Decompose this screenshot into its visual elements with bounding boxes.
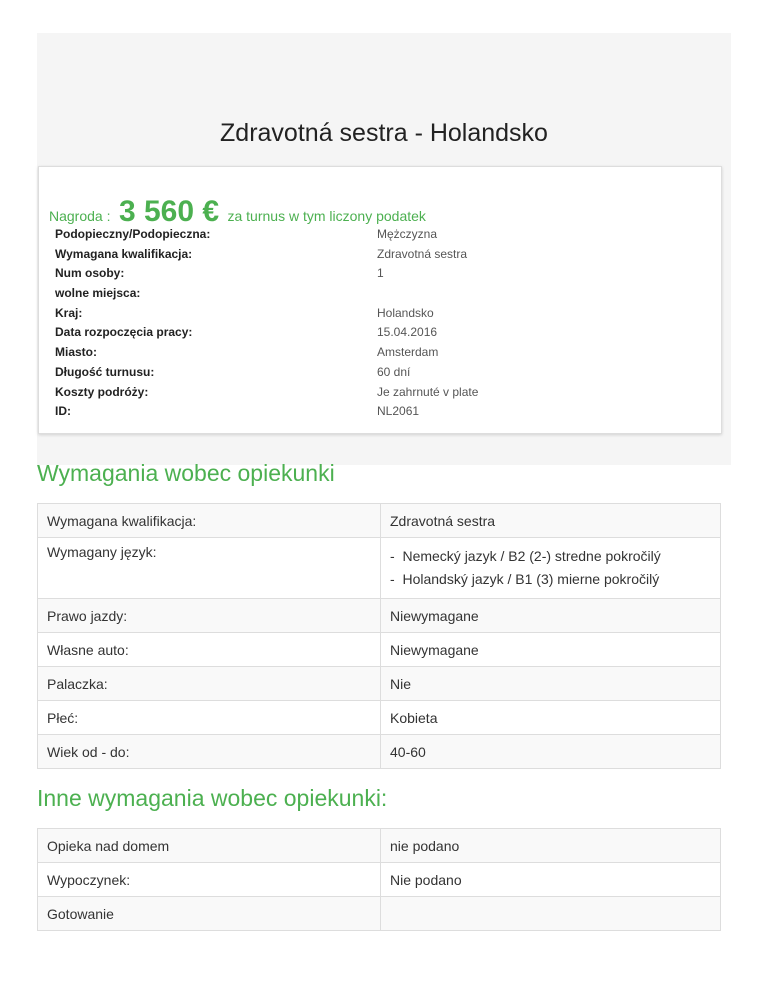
req-value: Niewymagane <box>381 599 721 633</box>
requirements-heading: Wymagania wobec opiekunki <box>37 460 335 486</box>
req-key: Wiek od - do: <box>38 735 381 769</box>
table-row <box>38 599 721 633</box>
other-requirements-table <box>37 828 721 931</box>
req-key: Palaczka: <box>38 667 381 701</box>
detail-value: NL2061 <box>377 404 420 419</box>
requirements-table <box>37 503 721 769</box>
detail-key: Data rozpoczęcia pracy: <box>55 325 193 340</box>
table-row <box>38 829 721 863</box>
detail-key: Długość turnusu: <box>55 364 155 379</box>
language-item: - Nemecký jazyk / B2 (2-) stredne pokročilý <box>390 545 711 568</box>
reward-label: Nagroda : <box>49 208 111 224</box>
language-item: - Holandský jazyk / B1 (3) mierne pokročilý <box>390 568 711 591</box>
detail-row <box>55 227 715 247</box>
detail-row <box>55 266 715 286</box>
detail-value: Je zahrnuté v plate <box>377 384 479 399</box>
detail-value: 15.04.2016 <box>377 325 438 340</box>
detail-value: Mężczyzna <box>377 227 438 241</box>
req-value: nie podano <box>381 829 721 863</box>
req-key: Wypoczynek: <box>38 863 381 897</box>
req-key: Własne auto: <box>38 633 381 667</box>
req-value <box>381 897 721 931</box>
req-key: Opieka nad domem <box>38 829 381 863</box>
detail-row <box>55 286 715 306</box>
detail-row <box>55 325 715 345</box>
req-value: Zdravotná sestra <box>381 504 721 538</box>
req-key: Wymagany język: <box>38 538 381 599</box>
detail-row <box>55 247 715 267</box>
table-row <box>38 897 721 931</box>
detail-row <box>55 404 715 424</box>
detail-key: wolne miejsca: <box>55 286 141 301</box>
detail-row <box>55 365 715 385</box>
detail-key: Kraj: <box>55 305 83 320</box>
reward-line <box>49 195 426 229</box>
detail-key: Koszty podróży: <box>55 384 149 399</box>
req-key: Wymagana kwalifikacja: <box>38 504 381 538</box>
req-key: Gotowanie <box>38 897 381 931</box>
table-row <box>38 735 721 769</box>
detail-key: Miasto: <box>55 345 97 360</box>
req-value: Kobieta <box>381 701 721 735</box>
detail-value: Holandsko <box>377 305 434 320</box>
job-summary-card <box>38 166 722 434</box>
detail-value: Amsterdam <box>377 345 439 360</box>
detail-key: ID: <box>55 404 71 419</box>
table-row <box>38 633 721 667</box>
table-row <box>38 504 721 538</box>
req-value: Niewymagane <box>381 633 721 667</box>
detail-value: Zdravotná sestra <box>377 246 468 261</box>
detail-key: Podopieczny/Podopieczna: <box>55 227 211 241</box>
table-row <box>38 538 721 599</box>
req-value: Nie podano <box>381 863 721 897</box>
detail-row <box>55 345 715 365</box>
detail-value: 60 dní <box>377 364 411 379</box>
language-list <box>390 545 711 591</box>
job-title: Zdravotná sestra - Holandsko <box>220 119 548 147</box>
table-row <box>38 863 721 897</box>
detail-row <box>55 385 715 405</box>
table-row <box>38 701 721 735</box>
reward-amount: 3 560 € <box>118 195 220 228</box>
job-header-panel <box>37 33 731 465</box>
req-value: Nie <box>381 667 721 701</box>
req-value <box>381 538 721 599</box>
other-requirements-heading: Inne wymagania wobec opiekunki: <box>37 785 388 811</box>
table-row <box>38 667 721 701</box>
detail-key: Wymagana kwalifikacja: <box>55 246 193 261</box>
req-key: Płeć: <box>38 701 381 735</box>
req-key: Prawo jazdy: <box>38 599 381 633</box>
job-details <box>55 227 715 424</box>
reward-note: za turnus w tym liczony podatek <box>227 208 426 224</box>
req-value: 40-60 <box>381 735 721 769</box>
detail-row <box>55 306 715 326</box>
detail-key: Num osoby: <box>55 266 125 281</box>
detail-value: 1 <box>377 266 384 281</box>
